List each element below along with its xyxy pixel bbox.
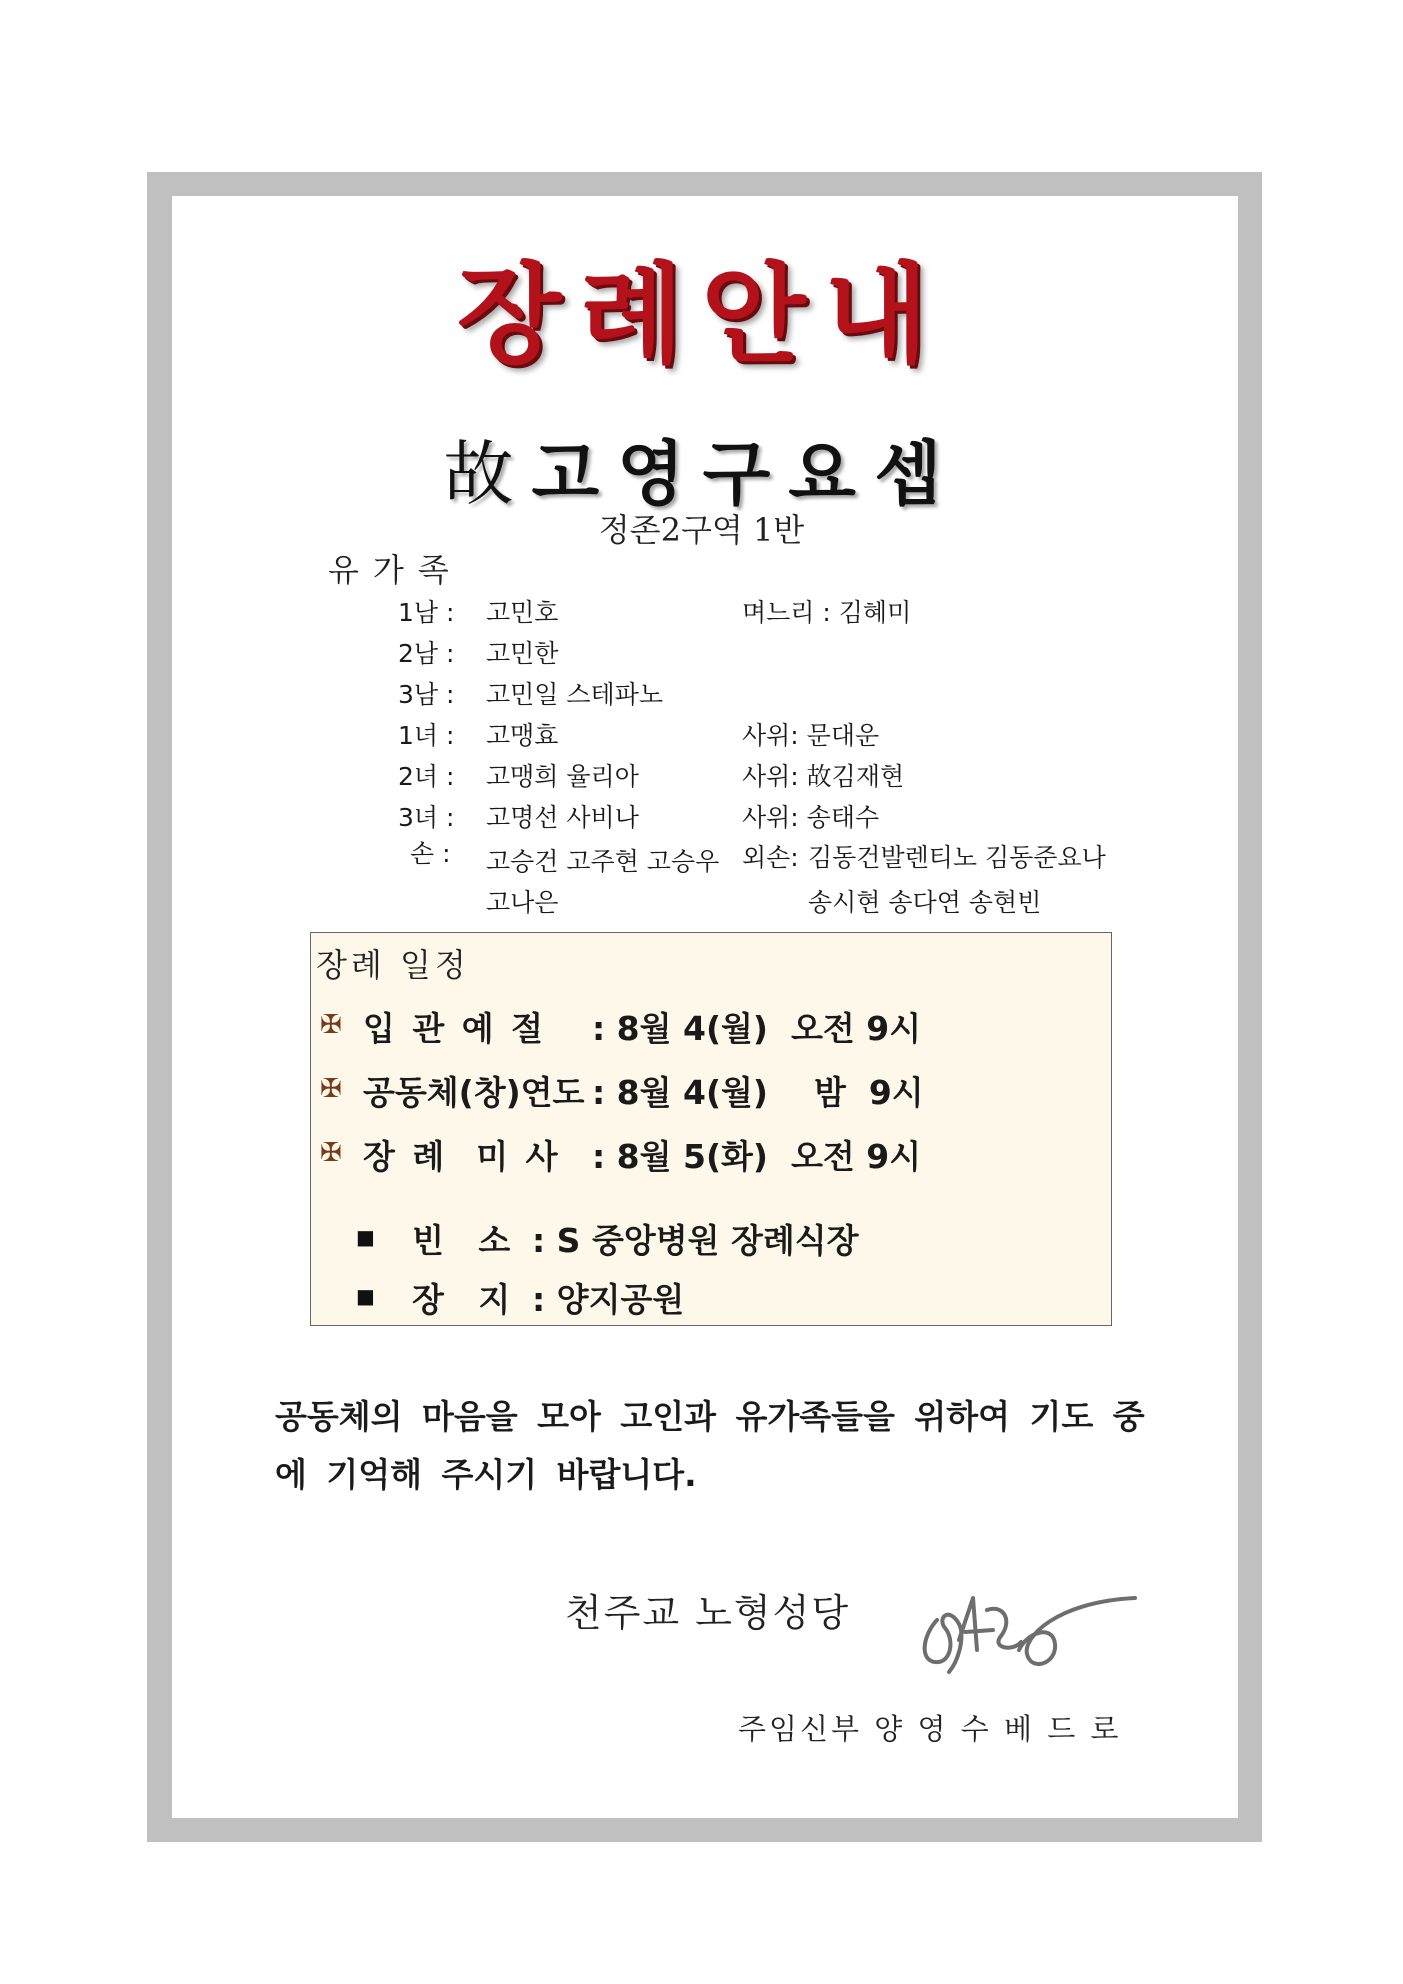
grandchildren-label: 손 : <box>410 839 451 868</box>
maternal-grandchildren-label: 외손: <box>742 843 799 872</box>
family-row-label: 1남 : <box>398 598 455 627</box>
grandchildren-line: 고승건 고주현 고승우 <box>486 847 720 876</box>
family-row-spouse: 사위: 송태수 <box>742 803 880 832</box>
grandchildren-line: 고나은 <box>486 888 559 917</box>
place-value: : S 중앙병원 장례식장 <box>532 1221 859 1260</box>
family-row-label: 2녀 : <box>398 762 455 791</box>
schedule-item-label: 입 관 예 절 <box>363 1009 546 1048</box>
schedule-item-value: : 8월 4(월) 오전 9시 <box>592 1009 922 1048</box>
schedule-item-label: 공동체(창)연도 <box>363 1073 585 1112</box>
family-row-label: 3녀 : <box>398 803 455 832</box>
maternal-grandchildren-line: 김동건발렌티노 김동준요나 <box>808 843 1106 872</box>
square-bullet-icon: ■ <box>356 1284 375 1308</box>
deceased-full-name: 고영구요셉 <box>531 432 960 515</box>
family-row-label: 1녀 : <box>398 721 455 750</box>
schedule-item-value: : 8월 4(월) 밤 9시 <box>592 1073 924 1112</box>
family-heading: 유가족 <box>328 551 463 589</box>
place-label: 빈 소 <box>412 1221 511 1260</box>
family-row-name: 고민일 스테파노 <box>486 680 663 709</box>
family-row-spouse: 사위: 故김재현 <box>742 762 905 791</box>
cross-pattee-icon: ✠ <box>320 1010 342 1040</box>
church-name: 천주교 노형성당 <box>565 1591 851 1635</box>
family-row-name: 고맹효 <box>486 721 559 750</box>
family-row-label: 3남 : <box>398 680 455 709</box>
family-row-name: 고맹희 율리아 <box>486 762 639 791</box>
schedule-heading: 장례 일정 <box>316 946 470 984</box>
place-label: 장 지 <box>412 1280 511 1319</box>
funeral-schedule-box <box>310 932 1112 1326</box>
pastor-signature <box>915 1580 1145 1690</box>
schedule-item-value: : 8월 5(화) 오전 9시 <box>592 1137 922 1176</box>
family-row-name: 고민한 <box>486 639 559 668</box>
family-row-label: 2남 : <box>398 639 455 668</box>
family-row-name: 고민호 <box>486 598 559 627</box>
maternal-grandchildren-line: 송시현 송다연 송현빈 <box>808 888 1042 917</box>
family-row-spouse: 사위: 문대운 <box>742 721 880 750</box>
cross-pattee-icon: ✠ <box>320 1074 342 1104</box>
parish-district: 정존2구역 1반 <box>598 511 805 549</box>
cross-pattee-icon: ✠ <box>320 1138 342 1168</box>
prayer-request-message: 공동체의 마음을 모아 고인과 유가족들을 위하여 기도 중에 기억해 주시기 바랍니다. <box>275 1397 1145 1494</box>
family-row-name: 고명선 사비나 <box>486 803 639 832</box>
notice-title: 장례안내 <box>456 253 947 378</box>
schedule-item-label: 장 례 미 사 <box>363 1137 561 1176</box>
family-row-spouse: 며느리 : 김혜미 <box>742 598 912 627</box>
place-value: : 양지공원 <box>532 1280 685 1319</box>
pastor-name: 주임신부 양 영 수 베 드 로 <box>738 1712 1122 1746</box>
square-bullet-icon: ■ <box>356 1225 375 1249</box>
deceased-prefix: 故 <box>443 433 514 515</box>
deceased-name <box>0 418 1403 519</box>
